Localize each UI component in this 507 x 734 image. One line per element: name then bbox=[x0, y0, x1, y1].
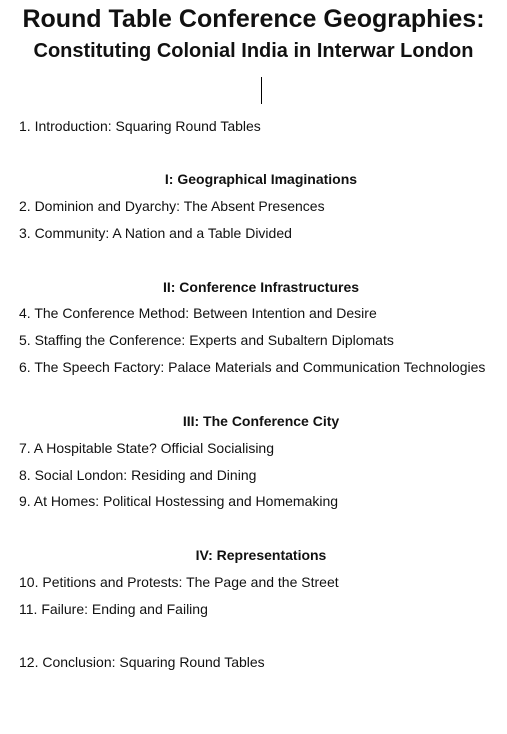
toc-entry-chapter-11: 11. Failure: Ending and Failing bbox=[19, 601, 208, 617]
toc-entry-chapter-10: 10. Petitions and Protests: The Page and the Street bbox=[19, 574, 339, 590]
toc-entry-chapter-8: 8. Social London: Residing and Dining bbox=[19, 467, 257, 483]
document-title: Round Table Conference Geographies: bbox=[22, 5, 485, 33]
toc-entry-chapter-5: 5. Staffing the Conference: Experts and Subaltern Diplomats bbox=[19, 332, 394, 348]
toc-entry-conclusion: 12. Conclusion: Squaring Round Tables bbox=[19, 654, 265, 670]
toc-entry-chapter-6: 6. The Speech Factory: Palace Materials and Communication Technologies bbox=[19, 359, 486, 375]
toc-entry-chapter-2: 2. Dominion and Dyarchy: The Absent Presences bbox=[19, 198, 325, 214]
toc-entry-chapter-9: 9. At Homes: Political Hostessing and Homemaking bbox=[19, 493, 339, 509]
toc-entry-chapter-3: 3. Community: A Nation and a Table Divided bbox=[19, 225, 292, 241]
toc-part-heading-1: I: Geographical Imaginations bbox=[164, 171, 358, 187]
document-subtitle: Constituting Colonial India in Interwar London bbox=[33, 40, 474, 62]
toc-entry-introduction: 1. Introduction: Squaring Round Tables bbox=[19, 118, 261, 134]
toc-part-heading-3: III: The Conference City bbox=[182, 413, 340, 429]
text-cursor bbox=[261, 77, 262, 104]
toc-entry-chapter-7: 7. A Hospitable State? Official Socialising bbox=[19, 440, 275, 456]
toc-entry-chapter-4: 4. The Conference Method: Between Intention and Desire bbox=[19, 305, 377, 321]
toc-part-heading-2: II: Conference Infrastructures bbox=[162, 279, 360, 295]
toc-part-heading-4: IV: Representations bbox=[195, 547, 327, 563]
